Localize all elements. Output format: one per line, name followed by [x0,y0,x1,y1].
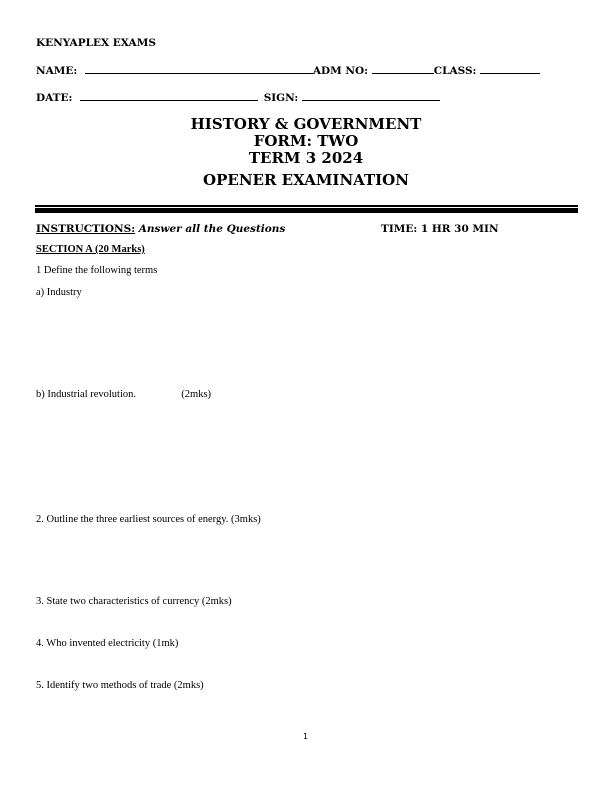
question-1: 1 Define the following terms [36,265,158,276]
date-field[interactable] [80,91,258,101]
title-subject: HISTORY & GOVERNMENT [190,115,422,133]
question-1b [36,389,211,400]
adm-label: ADM NO: [312,65,369,77]
title-form: FORM: TWO [253,132,359,150]
adm-field[interactable] [372,64,434,74]
name-row [36,64,540,77]
class-label: CLASS: [433,65,477,77]
name-label: NAME: [36,65,78,77]
instructions [36,223,285,235]
question-1a: a) Industry [36,287,82,298]
question-1b-text: b) Industrial revolution. [36,389,137,400]
page-number: 1 [303,732,309,741]
org-name: KENYAPLEX EXAMS [36,37,156,49]
instructions-label: INSTRUCTIONS: [36,223,136,235]
question-5: 5. Identify two methods of trade (2mks) [36,680,204,691]
title-exam: OPENER EXAMINATION [203,171,409,189]
question-2: 2. Outline the three earliest sources of energy. (3mks) [36,514,261,525]
question-1b-marks: (2mks) [181,389,212,400]
class-field[interactable] [480,64,540,74]
question-4: 4. Who invented electricity (1mk) [36,638,179,649]
sign-field[interactable] [302,91,440,101]
name-field[interactable] [85,64,313,74]
sign-label: SIGN: [263,92,299,104]
date-label: DATE: [36,92,73,104]
instructions-text: Answer all the Questions [138,223,286,235]
question-3: 3. State two characteristics of currency (2mks) [36,596,232,607]
exam-time: TIME: 1 HR 30 MIN [381,223,499,235]
title-term: TERM 3 2024 [248,149,364,167]
section-heading: SECTION A (20 Marks) [36,244,145,255]
date-row [36,91,440,104]
divider-thin [35,205,578,207]
divider-thick [35,208,578,213]
